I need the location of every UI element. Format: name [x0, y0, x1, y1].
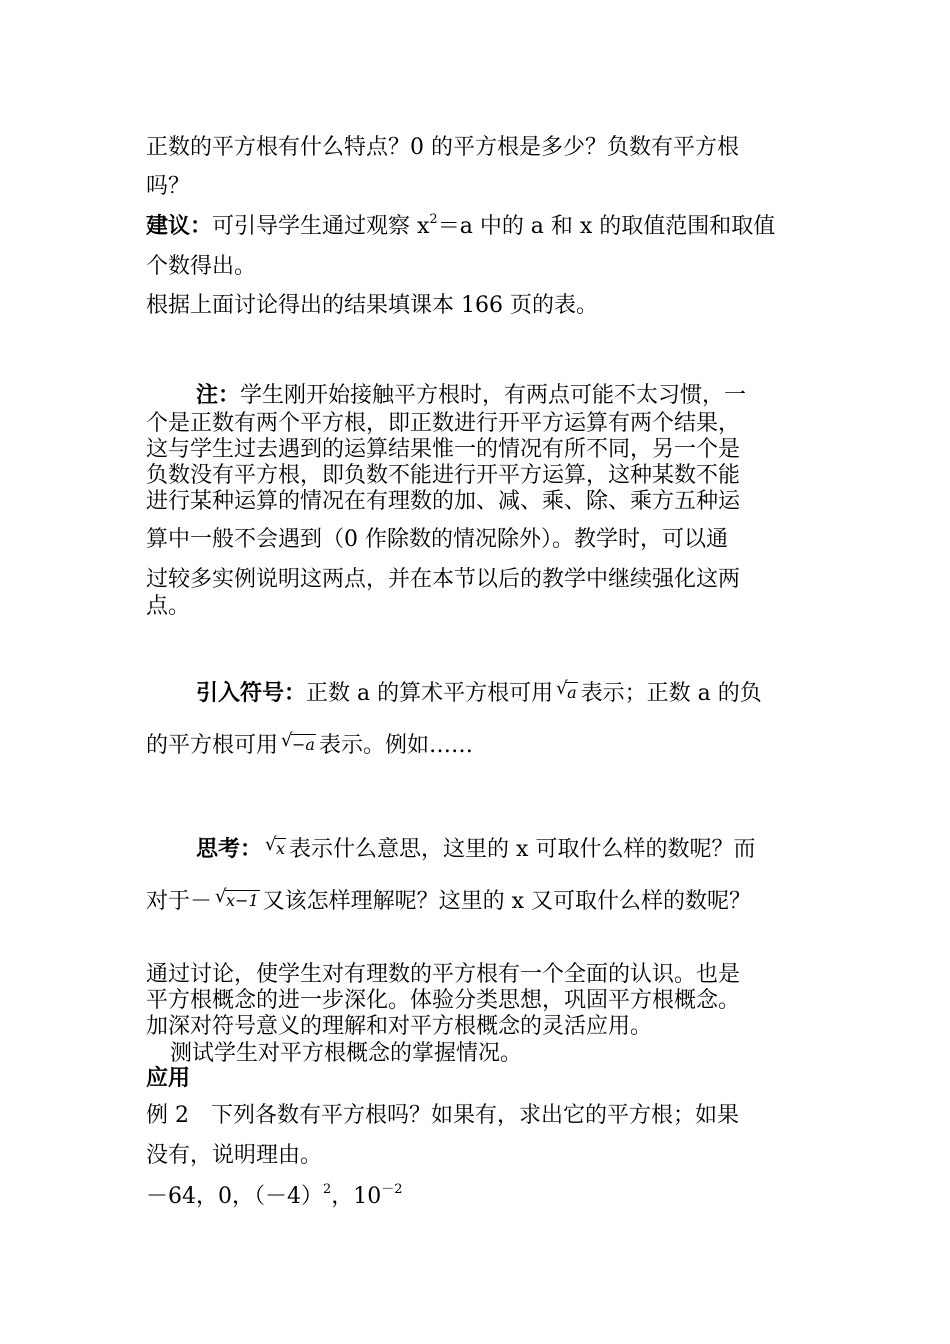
numbers-a: －64，0，（－4） — [146, 1184, 323, 1209]
note-line-3: 这与学生过去遇到的运算结果惟一的情况有所不同，另一个是 — [146, 437, 741, 462]
question-line-1: 正数的平方根有什么特点？0 的平方根是多少？负数有平方根 — [146, 135, 739, 160]
note-line-4: 负数没有平方根，即负数不能进行开平方运算，这种某数不能 — [146, 463, 741, 488]
note-line-8: 点。 — [146, 594, 191, 619]
example-line-1: 例 2 下列各数有平方根吗？如果有，求出它的平方根；如果 — [146, 1103, 739, 1128]
suggestion-label: 建议： — [146, 214, 213, 239]
numbers-b: ，10 — [331, 1184, 382, 1209]
superscript: 2 — [323, 1181, 332, 1197]
superscript: 2 — [429, 211, 438, 227]
example-numbers — [146, 1182, 846, 1212]
sqrt-a: √ a — [556, 678, 578, 708]
note-line-7: 过较多实例说明这两点，并在本节以后的教学中继续强化这两 — [146, 567, 741, 592]
radical-icon: √ — [281, 730, 293, 751]
suggestion-line-2: 个数得出。 — [146, 254, 257, 279]
sqrt-x-minus-1: √ x−1 — [215, 886, 260, 916]
symbol-text-a: 正数 a 的算术平方根可用 — [306, 681, 554, 706]
note-line-1 — [196, 381, 846, 411]
think-label: 思考： — [196, 837, 263, 862]
table-note: 根据上面讨论得出的结果填课本 166 页的表。 — [146, 293, 598, 318]
radical-icon: √ — [265, 834, 277, 855]
note-line-2: 个是正数有两个平方根，即正数进行开平方运算有两个结果， — [146, 411, 741, 436]
suggestion-line-1 — [146, 212, 846, 242]
think-text-b: 对于－ — [146, 889, 213, 914]
note-line-6: 算中一般不会遇到（0 作除数的情况除外）。教学时，可以通 — [146, 527, 728, 552]
sqrt-neg-a: √ −a — [281, 730, 316, 760]
radical-icon: √ — [556, 678, 568, 699]
radical-icon: √ — [215, 886, 227, 907]
think-text-a: 表示什么意思，这里的 x 可取什么样的数呢？而 — [289, 837, 756, 862]
think-text-c: 又该怎样理解呢？这里的 x 又可取什么样的数呢？ — [262, 889, 752, 914]
symbol-text-c: 的平方根可用 — [146, 733, 279, 758]
superscript: －2 — [381, 1181, 403, 1197]
summary-line-2: 平方根概念的进一步深化。体验分类思想，巩固平方根概念。 — [146, 988, 741, 1013]
sqrt-x: √ x — [265, 834, 286, 864]
question-line-2: 吗？ — [146, 174, 191, 199]
note-text: 学生刚开始接触平方根时，有两点可能不太习惯，一 — [240, 383, 747, 408]
suggestion-text-b: ＝a 中的 a 和 x 的取值范围和取值 — [437, 214, 776, 239]
summary-line-1: 通过讨论，使学生对有理数的平方根有一个全面的认识。也是 — [146, 962, 741, 987]
summary-line-3: 加深对符号意义的理解和对平方根概念的灵活应用。 — [146, 1014, 653, 1039]
note-label: 注： — [196, 383, 241, 408]
note-line-5: 进行某种运算的情况在有理数的加、减、乘、除、乘方五种运 — [146, 489, 741, 514]
apply-heading: 应用 — [146, 1066, 191, 1091]
summary-line-4: 测试学生对平方根概念的掌握情况。 — [170, 1041, 523, 1066]
symbol-line-2 — [146, 730, 846, 761]
example-line-2: 没有，说明理由。 — [146, 1143, 323, 1168]
symbol-text-d: 表示。例如…… — [318, 733, 473, 758]
symbol-text-b: 表示；正数 a 的负 — [580, 681, 762, 706]
think-line-1 — [196, 834, 846, 865]
symbol-label: 引入符号： — [196, 681, 307, 706]
suggestion-text-a: 可引导学生通过观察 x — [212, 214, 430, 239]
symbol-line-1 — [196, 678, 846, 709]
think-line-2 — [146, 886, 846, 917]
